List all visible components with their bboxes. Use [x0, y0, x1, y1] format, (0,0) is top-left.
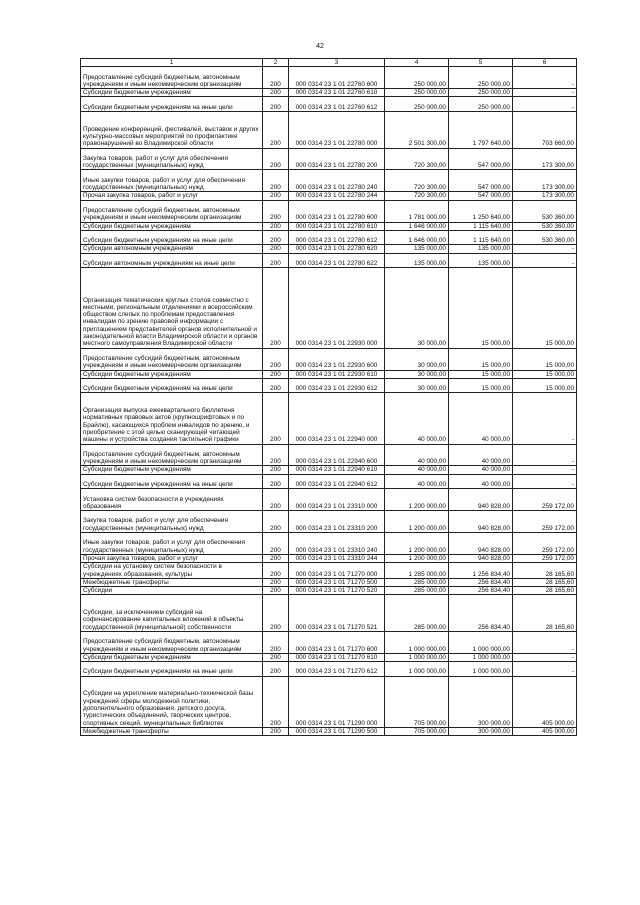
- row-approved-cell: 30 000,00: [385, 370, 449, 378]
- row-code-cell: 200: [263, 222, 289, 230]
- row-kbk-cell: 000 0314 23 1 01 22780 240: [289, 170, 385, 192]
- row-name-cell: Межбюджетные трансферты: [81, 578, 263, 586]
- row-executed-cell: 1 797 640,00: [449, 112, 513, 149]
- row-approved-cell: 720 300,00: [385, 192, 449, 200]
- row-remainder-cell: 28 165,60: [513, 587, 577, 595]
- row-remainder-cell: 15 000,00: [513, 378, 577, 393]
- row-kbk-cell: 000 0314 23 1 01 22780 200: [289, 148, 385, 170]
- row-approved-cell: 1 200 000,00: [385, 533, 449, 555]
- row-code-cell: 200: [263, 67, 289, 89]
- table-row: [81, 268, 577, 348]
- table-row: [81, 97, 577, 112]
- row-remainder-cell: 530 360,00: [513, 200, 577, 222]
- row-remainder-cell: 259 172,00: [513, 511, 577, 533]
- col-header-1: 1: [81, 59, 263, 67]
- row-name-cell: Предоставление субсидий бюджетным, автономным учреждениям и иным некоммерческим организациям: [81, 631, 263, 653]
- row-approved-cell: 250 000,00: [385, 67, 449, 89]
- row-code-cell: 200: [263, 200, 289, 222]
- row-kbk-cell: 000 0314 23 1 01 22760 600: [289, 67, 385, 89]
- row-code-cell: 200: [263, 245, 289, 253]
- budget-table: [80, 58, 577, 736]
- row-kbk-cell: 000 0314 23 1 01 22940 000: [289, 393, 385, 444]
- row-approved-cell: 1 000 000,00: [385, 653, 449, 661]
- row-name-cell: Субсидии бюджетным учреждениям: [81, 89, 263, 97]
- table-row: [81, 67, 577, 89]
- row-remainder-cell: 28 165,60: [513, 578, 577, 586]
- row-kbk-cell: 000 0314 23 1 01 22930 600: [289, 348, 385, 370]
- row-remainder-cell: 259 172,00: [513, 554, 577, 562]
- row-kbk-cell: 000 0314 23 1 01 22940 612: [289, 474, 385, 489]
- row-kbk-cell: 000 0314 23 1 01 22780 244: [289, 192, 385, 200]
- row-approved-cell: 285 000,00: [385, 578, 449, 586]
- row-name-cell: Субсидии бюджетным учреждениям на иные цели: [81, 662, 263, 677]
- row-code-cell: 200: [263, 112, 289, 149]
- page-number: 42: [316, 43, 324, 50]
- row-name-cell: Предоставление субсидий бюджетным, автономным учреждениям и иным некоммерческим организациям: [81, 200, 263, 222]
- row-executed-cell: 15 000,00: [449, 378, 513, 393]
- table-row: [81, 554, 577, 562]
- row-remainder-cell: -: [513, 444, 577, 466]
- row-executed-cell: 940 828,00: [449, 533, 513, 555]
- row-name-cell: Прочая закупка товаров, работ и услуг: [81, 192, 263, 200]
- col-header-3: 3: [289, 59, 385, 67]
- row-approved-cell: 1 200 000,00: [385, 511, 449, 533]
- row-executed-cell: 1 256 834,40: [449, 563, 513, 579]
- row-executed-cell: 256 834,40: [449, 595, 513, 632]
- row-approved-cell: 705 000,00: [385, 727, 449, 735]
- row-code-cell: 200: [263, 595, 289, 632]
- row-approved-cell: 705 000,00: [385, 676, 449, 727]
- row-approved-cell: 1 646 000,00: [385, 230, 449, 245]
- row-name-cell: Организация выпуска ежеквартального бюллетеня нормативных правовых актов (крупношрифтовых и по Брайлю), касающихся проблем инвалидов по зрению, и приобретение с этой целью сканирующей читающей машины и устройства создания тактильной графики: [81, 393, 263, 444]
- row-kbk-cell: 000 0314 23 1 01 71290 000: [289, 676, 385, 727]
- row-executed-cell: 250 000,00: [449, 89, 513, 97]
- row-remainder-cell: 15 000,00: [513, 348, 577, 370]
- row-kbk-cell: 000 0314 23 1 01 71270 520: [289, 587, 385, 595]
- row-remainder-cell: 15 000,00: [513, 370, 577, 378]
- row-kbk-cell: 000 0314 23 1 01 22780 622: [289, 253, 385, 268]
- row-kbk-cell: 000 0314 23 1 01 71270 610: [289, 653, 385, 661]
- row-executed-cell: 256 834,40: [449, 587, 513, 595]
- row-kbk-cell: 000 0314 23 1 01 71270 600: [289, 631, 385, 653]
- table-row: [81, 370, 577, 378]
- row-kbk-cell: 000 0314 23 1 01 22780 000: [289, 112, 385, 149]
- row-approved-cell: 1 285 000,00: [385, 563, 449, 579]
- row-name-cell: Субсидии автономным учреждениям: [81, 245, 263, 253]
- row-executed-cell: 1 000 000,00: [449, 662, 513, 677]
- table-row: [81, 112, 577, 149]
- row-executed-cell: 250 000,00: [449, 97, 513, 112]
- row-name-cell: Субсидии автономным учреждениям на иные цели: [81, 253, 263, 268]
- row-name-cell: Субсидии бюджетным учреждениям на иные цели: [81, 97, 263, 112]
- row-executed-cell: 1 250 640,00: [449, 200, 513, 222]
- table-row: [81, 222, 577, 230]
- row-kbk-cell: 000 0314 23 1 01 22940 600: [289, 444, 385, 466]
- row-code-cell: 200: [263, 511, 289, 533]
- row-approved-cell: 40 000,00: [385, 393, 449, 444]
- row-remainder-cell: -: [513, 67, 577, 89]
- row-kbk-cell: 000 0314 23 1 01 71270 612: [289, 662, 385, 677]
- row-code-cell: 200: [263, 348, 289, 370]
- table-row: [81, 578, 577, 586]
- row-executed-cell: 40 000,00: [449, 444, 513, 466]
- row-kbk-cell: 000 0314 23 1 01 23310 244: [289, 554, 385, 562]
- row-remainder-cell: 15 000,00: [513, 268, 577, 348]
- row-kbk-cell: 000 0314 23 1 01 22930 000: [289, 268, 385, 348]
- row-name-cell: Субсидии бюджетным учреждениям на иные цели: [81, 378, 263, 393]
- table-row: [81, 393, 577, 444]
- row-executed-cell: 940 828,00: [449, 511, 513, 533]
- row-approved-cell: 1 200 000,00: [385, 554, 449, 562]
- table-row: [81, 489, 577, 511]
- row-approved-cell: 1 000 000,00: [385, 662, 449, 677]
- row-executed-cell: 15 000,00: [449, 348, 513, 370]
- row-code-cell: 200: [263, 727, 289, 735]
- row-name-cell: Субсидии бюджетным учреждениям: [81, 653, 263, 661]
- table-row: [81, 587, 577, 595]
- table-row: [81, 595, 577, 632]
- row-kbk-cell: 000 0314 23 1 01 71270 521: [289, 595, 385, 632]
- row-kbk-cell: 000 0314 23 1 01 71270 500: [289, 578, 385, 586]
- row-kbk-cell: 000 0314 23 1 01 22780 600: [289, 200, 385, 222]
- row-remainder-cell: -: [513, 466, 577, 474]
- row-name-cell: Субсидии на укрепление материально-технической базы учреждений сферы молодежной политики, дополнительного образования, детского досуга, туристических объединений, творческих центров, спортивных секций, муниципальных библиотек: [81, 676, 263, 727]
- table-row: [81, 348, 577, 370]
- row-remainder-cell: -: [513, 393, 577, 444]
- row-executed-cell: 300 000,00: [449, 676, 513, 727]
- row-executed-cell: 1 000 000,00: [449, 653, 513, 661]
- table-row: [81, 662, 577, 677]
- row-approved-cell: 40 000,00: [385, 444, 449, 466]
- row-remainder-cell: 173 300,00: [513, 192, 577, 200]
- row-name-cell: Иные закупки товаров, работ и услуг для обеспечения государственных (муниципальных) нужд: [81, 533, 263, 555]
- row-code-cell: 200: [263, 533, 289, 555]
- row-kbk-cell: 000 0314 23 1 01 22930 612: [289, 378, 385, 393]
- row-executed-cell: 547 000,00: [449, 148, 513, 170]
- row-code-cell: 200: [263, 170, 289, 192]
- row-remainder-cell: 530 360,00: [513, 230, 577, 245]
- table-row: [81, 253, 577, 268]
- row-kbk-cell: 000 0314 23 1 01 23310 000: [289, 489, 385, 511]
- row-kbk-cell: 000 0314 23 1 01 71270 000: [289, 563, 385, 579]
- row-approved-cell: 285 000,00: [385, 587, 449, 595]
- row-code-cell: 200: [263, 653, 289, 661]
- row-executed-cell: 40 000,00: [449, 466, 513, 474]
- row-code-cell: 200: [263, 578, 289, 586]
- row-name-cell: Субсидии бюджетным учреждениям: [81, 370, 263, 378]
- row-kbk-cell: 000 0314 23 1 01 23310 200: [289, 511, 385, 533]
- table-row: [81, 170, 577, 192]
- row-code-cell: 200: [263, 587, 289, 595]
- col-header-6: 6: [513, 59, 577, 67]
- row-approved-cell: 720 300,00: [385, 148, 449, 170]
- row-code-cell: 200: [263, 444, 289, 466]
- row-approved-cell: 250 000,00: [385, 97, 449, 112]
- row-code-cell: 200: [263, 393, 289, 444]
- row-name-cell: Межбюджетные трансферты: [81, 727, 263, 735]
- row-executed-cell: 15 000,00: [449, 268, 513, 348]
- row-executed-cell: 1 000 000,00: [449, 631, 513, 653]
- row-executed-cell: 547 000,00: [449, 170, 513, 192]
- row-remainder-cell: 28 165,60: [513, 563, 577, 579]
- row-kbk-cell: 000 0314 23 1 01 22760 612: [289, 97, 385, 112]
- row-name-cell: Субсидии бюджетным учреждениям на иные цели: [81, 230, 263, 245]
- row-remainder-cell: -: [513, 245, 577, 253]
- table-row: [81, 466, 577, 474]
- col-header-4: 4: [385, 59, 449, 67]
- row-code-cell: 200: [263, 89, 289, 97]
- row-remainder-cell: -: [513, 97, 577, 112]
- row-name-cell: Субсидии бюджетным учреждениям: [81, 222, 263, 230]
- row-code-cell: 200: [263, 378, 289, 393]
- row-approved-cell: 285 000,00: [385, 595, 449, 632]
- row-executed-cell: 135 000,00: [449, 253, 513, 268]
- row-name-cell: Субсидии на установку систем безопасности в учреждениях образования, культуры: [81, 563, 263, 579]
- row-remainder-cell: 173 300,00: [513, 170, 577, 192]
- row-approved-cell: 1 000 000,00: [385, 631, 449, 653]
- col-header-5: 5: [449, 59, 513, 67]
- row-code-cell: 200: [263, 563, 289, 579]
- row-name-cell: Предоставление субсидий бюджетным, автономным учреждениям и иным некоммерческим организациям: [81, 444, 263, 466]
- row-name-cell: Иные закупки товаров, работ и услуг для обеспечения государственных (муниципальных) нужд: [81, 170, 263, 192]
- row-executed-cell: 1 115 640,00: [449, 222, 513, 230]
- row-executed-cell: 940 828,00: [449, 489, 513, 511]
- table-row: [81, 653, 577, 661]
- row-remainder-cell: 405 000,00: [513, 676, 577, 727]
- row-executed-cell: 40 000,00: [449, 474, 513, 489]
- row-code-cell: 200: [263, 192, 289, 200]
- row-code-cell: 200: [263, 97, 289, 112]
- row-code-cell: 200: [263, 676, 289, 727]
- row-approved-cell: 2 501 300,00: [385, 112, 449, 149]
- table-row: [81, 245, 577, 253]
- row-code-cell: 200: [263, 489, 289, 511]
- row-executed-cell: 547 000,00: [449, 192, 513, 200]
- row-name-cell: Субсидии бюджетным учреждениям на иные цели: [81, 474, 263, 489]
- row-remainder-cell: 703 660,00: [513, 112, 577, 149]
- row-approved-cell: 135 000,00: [385, 253, 449, 268]
- row-code-cell: 200: [263, 148, 289, 170]
- table-row: [81, 533, 577, 555]
- table-row: [81, 563, 577, 579]
- row-remainder-cell: 173 300,00: [513, 148, 577, 170]
- table-row: [81, 230, 577, 245]
- row-name-cell: Организация тематических круглых столов совместно с местными, региональным отделениями и всероссийским обществом слепых по проблемам предоставления инвалидам по зрению правовой информации с приглашением представителей органов исполнительной и законодательной власти Владимирской области и органов местного самоуправления Владимирской области: [81, 268, 263, 348]
- row-kbk-cell: 000 0314 23 1 01 23310 240: [289, 533, 385, 555]
- row-remainder-cell: -: [513, 631, 577, 653]
- row-remainder-cell: 28 165,60: [513, 595, 577, 632]
- row-name-cell: Субсидии, за исключением субсидий на софинансирование капитальных вложений в объекты государственной (муниципальной) собственности: [81, 595, 263, 632]
- row-kbk-cell: 000 0314 23 1 01 22930 610: [289, 370, 385, 378]
- table-row: [81, 727, 577, 735]
- row-remainder-cell: 259 172,00: [513, 533, 577, 555]
- row-executed-cell: 940 828,00: [449, 554, 513, 562]
- row-code-cell: 200: [263, 370, 289, 378]
- row-kbk-cell: 000 0314 23 1 01 22940 610: [289, 466, 385, 474]
- table-row: [81, 200, 577, 222]
- row-approved-cell: 1 646 000,00: [385, 222, 449, 230]
- row-approved-cell: 40 000,00: [385, 474, 449, 489]
- row-code-cell: 200: [263, 474, 289, 489]
- row-executed-cell: 40 000,00: [449, 393, 513, 444]
- row-name-cell: Прочая закупка товаров, работ и услуг: [81, 554, 263, 562]
- table-row: [81, 474, 577, 489]
- row-code-cell: 200: [263, 230, 289, 245]
- row-executed-cell: 256 834,40: [449, 578, 513, 586]
- row-approved-cell: 720 300,00: [385, 170, 449, 192]
- row-kbk-cell: 000 0314 23 1 01 71290 500: [289, 727, 385, 735]
- row-approved-cell: 30 000,00: [385, 378, 449, 393]
- row-approved-cell: 30 000,00: [385, 348, 449, 370]
- table-row: [81, 631, 577, 653]
- table-row: [81, 511, 577, 533]
- table-row: [81, 676, 577, 727]
- row-code-cell: 200: [263, 268, 289, 348]
- row-approved-cell: 250 000,00: [385, 89, 449, 97]
- row-approved-cell: 40 000,00: [385, 466, 449, 474]
- header-row: [81, 59, 577, 67]
- row-executed-cell: 135 000,00: [449, 245, 513, 253]
- col-header-2: 2: [263, 59, 289, 67]
- row-kbk-cell: 000 0314 23 1 01 22780 612: [289, 230, 385, 245]
- table-row: [81, 192, 577, 200]
- row-kbk-cell: 000 0314 23 1 01 22780 610: [289, 222, 385, 230]
- row-code-cell: 200: [263, 662, 289, 677]
- row-remainder-cell: 530 360,00: [513, 222, 577, 230]
- row-remainder-cell: -: [513, 474, 577, 489]
- row-remainder-cell: -: [513, 662, 577, 677]
- row-name-cell: Установка систем безопасности в учреждениях образования: [81, 489, 263, 511]
- row-name-cell: Проведение конференций, фестивалей, выставок и других культурно-массовых мероприятий по профилактике правонарушений во Владимирской области: [81, 112, 263, 149]
- row-code-cell: 200: [263, 554, 289, 562]
- row-remainder-cell: -: [513, 253, 577, 268]
- table-row: [81, 148, 577, 170]
- row-remainder-cell: -: [513, 653, 577, 661]
- row-name-cell: Субсидии бюджетным учреждениям: [81, 466, 263, 474]
- row-remainder-cell: 259 172,00: [513, 489, 577, 511]
- row-approved-cell: 1 200 000,00: [385, 489, 449, 511]
- row-approved-cell: 1 781 000,00: [385, 200, 449, 222]
- row-executed-cell: 250 000,00: [449, 67, 513, 89]
- row-approved-cell: 30 000,00: [385, 268, 449, 348]
- row-code-cell: 200: [263, 631, 289, 653]
- row-kbk-cell: 000 0314 23 1 01 22780 620: [289, 245, 385, 253]
- row-approved-cell: 135 000,00: [385, 245, 449, 253]
- row-remainder-cell: 405 000,00: [513, 727, 577, 735]
- row-name-cell: Предоставление субсидий бюджетным, автономным учреждениям и иным некоммерческим организациям: [81, 67, 263, 89]
- row-name-cell: Закупка товаров, работ и услуг для обеспечения государственных (муниципальных) нужд: [81, 511, 263, 533]
- table-row: [81, 89, 577, 97]
- table-row: [81, 444, 577, 466]
- table-row: [81, 378, 577, 393]
- row-code-cell: 200: [263, 466, 289, 474]
- row-executed-cell: 15 000,00: [449, 370, 513, 378]
- row-code-cell: 200: [263, 253, 289, 268]
- row-executed-cell: 1 115 640,00: [449, 230, 513, 245]
- row-name-cell: Закупка товаров, работ и услуг для обеспечения государственных (муниципальных) нужд: [81, 148, 263, 170]
- row-kbk-cell: 000 0314 23 1 01 22760 610: [289, 89, 385, 97]
- table-body: [81, 67, 577, 736]
- row-remainder-cell: -: [513, 89, 577, 97]
- row-name-cell: Предоставление субсидий бюджетным, автономным учреждениям и иным некоммерческим организациям: [81, 348, 263, 370]
- row-name-cell: Субсидии: [81, 587, 263, 595]
- row-executed-cell: 300 000,00: [449, 727, 513, 735]
